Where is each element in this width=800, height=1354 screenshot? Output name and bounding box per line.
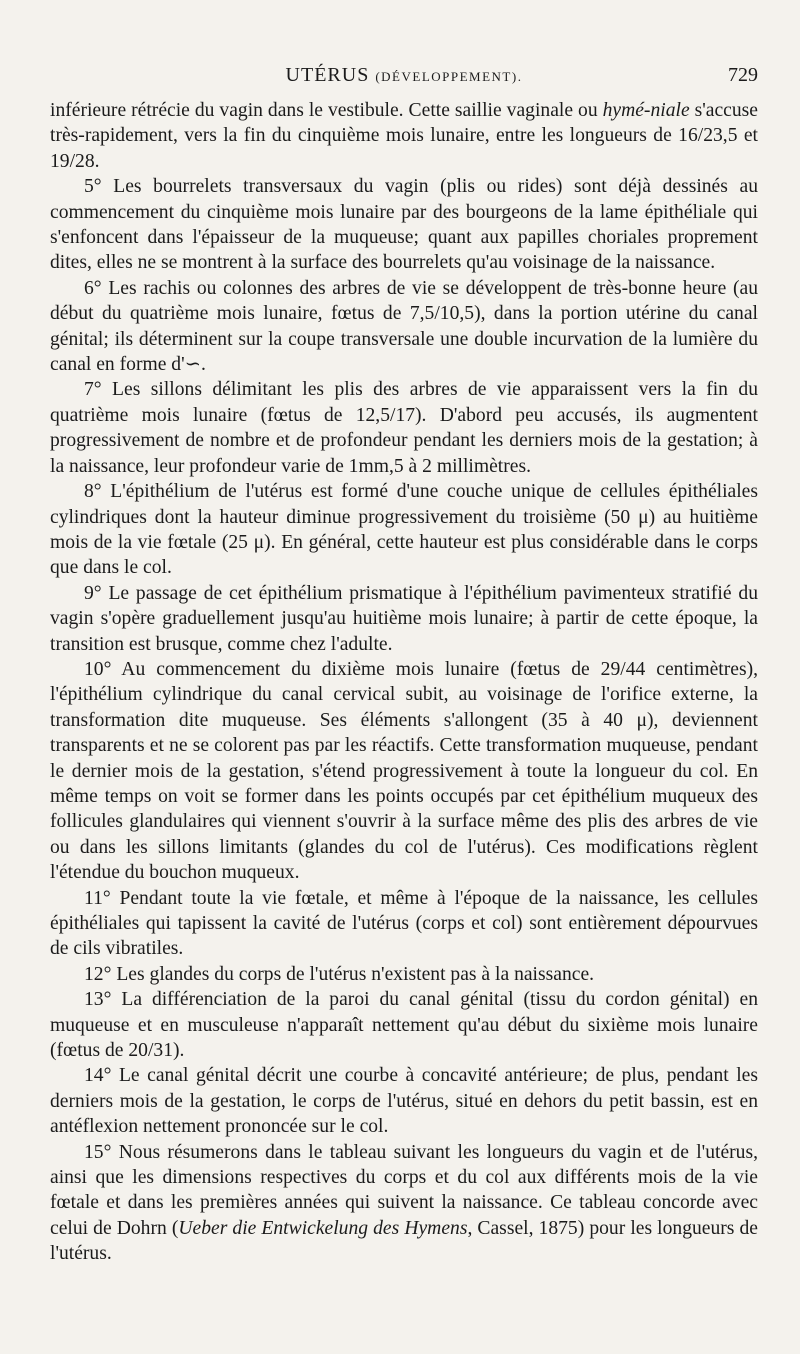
- paragraph-text: inférieure rétrécie du vagin dans le vestibule. Cette saillie vaginale ou: [50, 100, 603, 121]
- paragraph-text: 14° Le canal génital décrit une courbe à concavité antérieure; de plus, pendant les derniers mois de la gestation, le corps de l'utérus, situé en dehors du petit bassin, est en antéflexion nettement prononcée sur le col.: [50, 1065, 758, 1138]
- paragraph-item-14: [50, 1063, 758, 1139]
- paragraph-text: 12° Les glandes du corps de l'utérus n'existent pas à la naissance.: [84, 963, 595, 985]
- paragraph-item-9: [50, 581, 758, 657]
- body-text: [50, 98, 758, 1267]
- running-head-sub: (DÉVELOPPEMENT).: [375, 69, 523, 84]
- paragraph-item-7: [50, 377, 758, 479]
- page-header: [50, 64, 758, 98]
- paragraph-text: 13° La différenciation de la paroi du canal génital (tissu du cordon génital) en muqueuse et en musculeuse n'apparaît nettement qu'au début du sixième mois lunaire (fœtus de 20/31).: [50, 989, 758, 1062]
- page-number: 729: [728, 64, 758, 86]
- paragraph-text: 5° Les bourrelets transversaux du vagin (plis ou rides) sont déjà dessinés au commencement du cinquième mois lunaire par des bourgeons de la lame épithéliale qui s'enfoncent dans l'épaisseur de la muqueuse; quant aux papilles choriales proprement dites, elles ne se montrent à la surface des bourrelets qu'au voisinage de la naissance.: [50, 176, 758, 274]
- paragraph-item-5: [50, 174, 758, 276]
- paragraph-text-italic: Ueber die Entwickelung des Hymens: [178, 1217, 468, 1239]
- paragraph-text: 15° Nous résumerons dans le tableau suivant les longueurs du vagin et de l'utérus, ainsi que les dimensions respectives du corps et du col aux différents mois de la vie fœtale et dans les premières années qui suivent la naissance. Ce tableau concorde avec celui de Dohrn (: [50, 1141, 758, 1239]
- paragraph-item-6: [50, 276, 758, 378]
- running-head-main: UTÉRUS: [285, 64, 370, 86]
- paragraph-item-12: [50, 962, 758, 987]
- paragraph-text: 9° Le passage de cet épithélium prismatique à l'épithélium pavimenteux stratifié du vagin s'opère graduellement jusqu'au huitième mois lunaire; à partir de cette époque, la transition est brusque, comme chez l'adulte.: [50, 582, 758, 655]
- paragraph-text: 8° L'épithélium de l'utérus est formé d'une couche unique de cellules épithéliales cylindriques dont la hauteur diminue progressivement du troisième (50 μ) au huitième mois de la vie fœtale (25 μ). En général, cette hauteur est plus considérable dans le corps que dans le col.: [50, 481, 758, 579]
- paragraph-item-13: [50, 987, 758, 1063]
- paragraph-text: 10° Au commencement du dixième mois lunaire (fœtus de 29/44 centimètres), l'épithélium cylindrique du canal cervical subit, au voisinage de l'orifice externe, la transformation dite muqueuse. Ses éléments s'allongent (35 à 40 μ), deviennent transparents et ne se colorent pas par les réactifs. Cette transformation muqueuse, pendant le dernier mois de la gestation, s'étend progressivement à toute la longueur du col. En même temps on voit se former dans les points occupés par cet épithélium muqueux des follicules glandulaires qui viennent s'ouvrir à la surface même des plis des arbres de vie ou dans les sillons limitants (glandes du col de l'utérus). Ces modifications règlent l'étendue du bouchon muqueux.: [50, 658, 758, 884]
- paragraph-text-italic: hymé-niale: [602, 100, 690, 121]
- paragraph-continuation: [50, 98, 758, 174]
- paragraph-text: 6° Les rachis ou colonnes des arbres de vie se développent de très-bonne heure (au début du quatrième mois lunaire, fœtus de 7,5/10,5), dans la portion utérine du canal génital; ils déterminent sur la coupe transversale une double incurvation de la lumière du canal en forme d'∽.: [50, 277, 758, 376]
- paragraph-item-10: [50, 657, 758, 886]
- running-head: [50, 64, 758, 87]
- paragraph-item-11: [50, 886, 758, 962]
- paragraph-text: s'accuse très-rapidement, vers la fin du cinquième mois lunaire, entre les longueurs de 16/23,5 et 19/28.: [50, 100, 758, 172]
- paragraph-item-15: [50, 1140, 758, 1267]
- paragraph-text: 11° Pendant toute la vie fœtale, et même à l'époque de la naissance, les cellules épithéliales qui tapissent la cavité de l'utérus (corps et col) sont entièrement dépourvues de cils vibratiles.: [50, 887, 758, 960]
- paragraph-item-8: [50, 479, 758, 581]
- paragraph-text: 7° Les sillons délimitant les plis des arbres de vie apparaissent vers la fin du quatrième mois lunaire (fœtus de 12,5/17). D'abord peu accusés, ils augmentent progressivement de nombre et de profondeur pendant les derniers mois de la gestation; à la naissance, leur profondeur varie de 1mm,5 à 2 millimètres.: [50, 379, 758, 477]
- paragraph-text: , Cassel, 1875) pour les longueurs de l'utérus.: [50, 1217, 758, 1265]
